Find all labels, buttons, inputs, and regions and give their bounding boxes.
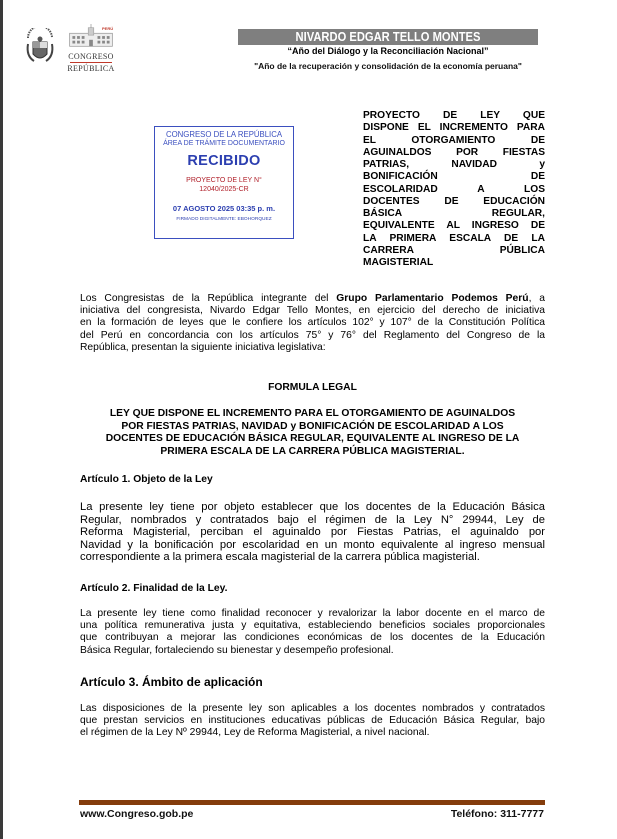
project-title-line: EQUIVALENTE AL INGRESO DE — [363, 220, 545, 232]
project-title-line: BÁSICA REGULAR, — [363, 208, 545, 219]
peru-coat-of-arms-icon — [22, 28, 58, 68]
wordmark-separator — [70, 62, 112, 63]
footer-phone: Teléfono: 311-7777 — [450, 808, 544, 820]
article-line: correspondiente a la primera escala magisterial de la carrera pública magisterial. — [80, 551, 480, 564]
reception-stamp — [154, 126, 294, 239]
article-line: que prestan servicios en instituciones educativas públicas de Educación Básica Regular, bajo — [80, 715, 545, 727]
intro-line: en la formación de leyes que le confiere los artículos 102° y 107° de la Constitución Política — [80, 317, 545, 329]
article-1-heading: Artículo 1. Objeto de la Ley — [80, 474, 213, 485]
law-title-line: POR FIESTAS PATRIAS, NAVIDAD y BONIFICACIÓN DE ESCOLARIDAD A LOS — [121, 420, 504, 432]
year-motto-2: "Año de la recuperación y consolidación de la economía peruana" — [254, 61, 522, 71]
stamp-datetime: 07 AGOSTO 2025 03:35 p. m. — [172, 204, 276, 213]
wordmark-line2: REPÚBLICA — [67, 64, 115, 73]
peru-tag: PERÚ — [102, 26, 114, 31]
project-title-line: AGUINALDOS POR FIESTAS — [363, 146, 545, 158]
stamp-project-label: PROYECTO DE LEY N° — [186, 177, 262, 184]
article-line: La presente ley tiene como finalidad reconocer y revalorizar la labor docente en el marco de — [80, 608, 545, 619]
intro-party: Grupo Parlamentario Podemos Perú — [336, 293, 529, 304]
project-title-line: DISPONE EL INCREMENTO PARA — [363, 122, 545, 134]
article-2-heading: Artículo 2. Finalidad de la Ley. — [80, 583, 228, 594]
stamp-line1: CONGRESO DE LA REPÚBLICA — [165, 130, 283, 139]
wordmark-line1: CONGRESO — [68, 52, 114, 61]
project-title-line: ESCOLARIDAD A LOS — [363, 183, 545, 195]
article-line: Reforma Magisterial, perciban el aguinaldo por Fiestas Patrias, el aguinaldo por — [80, 526, 545, 539]
project-title-line: PROYECTO DE LEY QUE — [363, 110, 545, 121]
article-line: La presente ley tiene por objeto establecer que los docentes de la Educación Básica — [80, 501, 545, 513]
footer-website: www.Congreso.gob.pe — [80, 808, 194, 820]
project-title-line: LA PRIMERA ESCALA DE LA — [363, 232, 545, 244]
viewer-left-edge — [0, 0, 3, 839]
stamp-status: RECIBIDO — [187, 153, 261, 169]
project-title-line: MAGISTERIAL — [363, 257, 434, 268]
intro-paragraph — [80, 293, 545, 354]
article-3-heading: Artículo 3. Ámbito de aplicación — [80, 675, 263, 689]
law-title — [80, 408, 545, 458]
project-title-line: DOCENTES DE EDUCACIÓN — [363, 195, 545, 207]
article-line: Navidad y la bonificación por escolaridad en un monto equivalente al ingreso mensual — [80, 538, 545, 551]
project-title-line: CARRERA PÚBLICA — [363, 244, 545, 256]
law-title-line: DOCENTES DE EDUCACIÓN BÁSICA REGULAR, EQUIVALENTE AL INGRESO DE LA — [105, 433, 520, 445]
congreso-wordmark — [64, 52, 118, 73]
footer-rule — [79, 800, 545, 805]
project-title-line: BONIFICACIÓN DE — [363, 171, 545, 183]
article-line: el régimen de la Ley Nº 29944, Ley de Reforma Magisterial, a nivel nacional. — [80, 727, 430, 739]
congressman-name: NIVARDO EDGAR TELLO MONTES — [295, 29, 481, 44]
article-line: Regular, nombrados y contratados bajo el régimen de la Ley N° 29944, Ley de — [80, 513, 545, 526]
article-line: que contribuyan a mejorar las condiciones económicas de los docentes de la Educación — [80, 632, 545, 644]
project-title-line: EL OTORGAMIENTO DE — [363, 134, 545, 146]
stamp-signed-by: FIRMADO DIGITALMENTE: EBOHORQUEZ — [176, 217, 272, 222]
intro-line: República, presentan la siguiente iniciativa legislativa: — [80, 341, 326, 353]
article-line: Las disposiciones de la presente ley son aplicables a los docentes nombrados y contratados — [80, 703, 545, 714]
article-line: una política remunerativa justa y equitativa, estableciendo beneficios sociales proporcionales — [80, 620, 545, 632]
header-logos — [22, 24, 118, 72]
intro-after: , a — [528, 293, 545, 304]
project-title — [363, 110, 545, 269]
article-3-body — [80, 703, 545, 740]
article-line: Básica Regular, fortaleciendo su bienestar y desempeño profesional. — [80, 644, 394, 656]
article-1-body — [80, 501, 545, 564]
intro-line: del Perú en concordancia con los artículos 75° y 76° del Reglamento del Congreso de la — [80, 329, 545, 341]
law-title-line: PRIMERA ESCALA DE LA CARRERA PÚBLICA MAGISTERIAL. — [160, 445, 465, 457]
article-2-body — [80, 608, 545, 657]
intro-pre: Los Congresistas de la República integrante del — [80, 293, 337, 304]
intro-line — [80, 293, 545, 305]
formula-heading: FORMULA LEGAL — [268, 382, 357, 393]
intro-line: iniciativa del congresista, Nivardo Edgar Tello Montes, en ejercicio del derecho de iniciativa — [80, 305, 545, 317]
project-title-line: PATRIAS, NAVIDAD y — [363, 159, 545, 170]
stamp-project-number: 12040/2025-CR — [199, 186, 249, 193]
stamp-line2: ÁREA DE TRÁMITE DOCUMENTARIO — [163, 140, 285, 147]
year-motto-1: “Año del Diálogo y la Reconciliación Nacional” — [287, 46, 489, 56]
law-title-line: LEY QUE DISPONE EL INCREMENTO PARA EL OTORGAMIENTO DE AGUINALDOS — [109, 408, 516, 419]
